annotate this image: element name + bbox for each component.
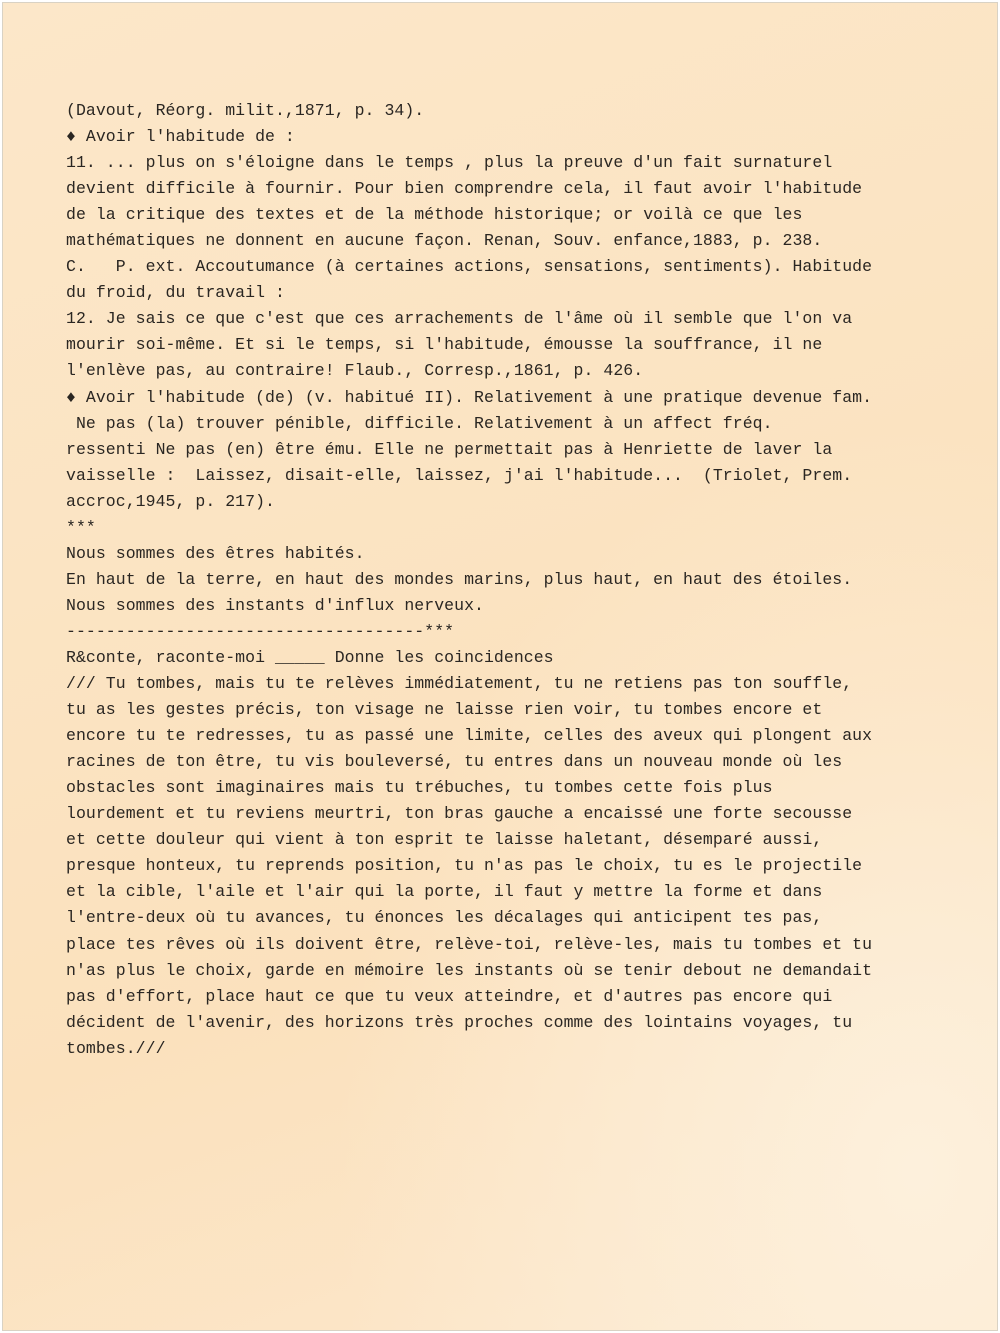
text-line: ressenti Ne pas (en) être ému. Elle ne permettait pas à Henriette de laver la xyxy=(66,439,833,459)
text-line: mourir soi-même. Et si le temps, si l'habitude, émousse la souffrance, il ne xyxy=(66,335,823,355)
text-line: tu as les gestes précis, ton visage ne laisse rien voir, tu tombes encore et xyxy=(66,700,823,720)
text-line: racines de ton être, tu vis bouleversé, tu entres dans un nouveau monde où les xyxy=(66,752,843,772)
text-line: R&conte, raconte-moi _____ Donne les coincidences xyxy=(66,647,554,667)
document-page xyxy=(2,2,998,1331)
text-line: et la cible, l'aile et l'air qui la porte, il faut y mettre la forme et dans xyxy=(66,882,823,902)
text-line: et cette douleur qui vient à ton esprit te laisse haletant, désemparé aussi, xyxy=(66,830,823,850)
typewritten-text xyxy=(66,98,966,1062)
text-line: 12. Je sais ce que c'est que ces arrachements de l'âme où il semble que l'on va xyxy=(66,309,853,329)
text-line: (Davout, Réorg. milit.,1871, p. 34). xyxy=(66,101,425,120)
text-line: place tes rêves où ils doivent être, relève-toi, relève-les, mais tu tombes et tu xyxy=(66,934,873,954)
text-line: du froid, du travail : xyxy=(66,283,285,303)
text-line: Ne pas (la) trouver pénible, difficile. Relativement à un affect fréq. xyxy=(66,413,773,433)
text-line: de la critique des textes et de la méthode historique; or voilà ce que les xyxy=(66,205,803,225)
text-line: ♦ Avoir l'habitude (de) (v. habitué II). Relativement à une pratique devenue fam. xyxy=(66,387,873,407)
text-line: C. P. ext. Accoutumance (à certaines actions, sensations, sentiments). Habitude xyxy=(66,257,873,277)
text-line: n'as plus le choix, garde en mémoire les instants où se tenir debout ne demandait xyxy=(66,960,873,980)
text-line: tombes./// xyxy=(66,1038,166,1058)
text-line: pas d'effort, place haut ce que tu veux atteindre, et d'autres pas encore qui xyxy=(66,986,833,1006)
text-line: accroc,1945, p. 217). xyxy=(66,491,275,511)
text-line: l'entre-deux où tu avances, tu énonces les décalages qui anticipent tes pas, xyxy=(66,908,823,928)
text-line: vaisselle : Laissez, disait-elle, laissez, j'ai l'habitude... (Triolet, Prem. xyxy=(66,465,853,485)
dashed-separator: ------------------------------------*** xyxy=(66,621,455,641)
text-line: /// Tu tombes, mais tu te relèves immédiatement, tu ne retiens pas ton souffle, xyxy=(66,674,853,694)
text-line: devient difficile à fournir. Pour bien comprendre cela, il faut avoir l'habitude xyxy=(66,179,863,199)
text-line: Nous sommes des instants d'influx nerveux. xyxy=(66,595,484,615)
text-line: 11. ... plus on s'éloigne dans le temps , plus la preuve d'un fait surnaturel xyxy=(66,153,833,173)
text-line: Nous sommes des êtres habités. xyxy=(66,543,365,563)
text-line: encore tu te redresses, tu as passé une limite, celles des aveux qui plongent aux xyxy=(66,726,873,746)
text-line: mathématiques ne donnent en aucune façon. Renan, Souv. enfance,1883, p. 238. xyxy=(66,231,823,251)
text-line: ♦ Avoir l'habitude de : xyxy=(66,127,295,147)
text-line: En haut de la terre, en haut des mondes marins, plus haut, en haut des étoiles. xyxy=(66,569,853,589)
text-line: lourdement et tu reviens meurtri, ton bras gauche a encaissé une forte secousse xyxy=(66,804,853,824)
text-line: presque honteux, tu reprends position, tu n'as pas le choix, tu es le projectile xyxy=(66,856,863,876)
text-line: décident de l'avenir, des horizons très proches comme des lointains voyages, tu xyxy=(66,1012,853,1032)
text-line: l'enlève pas, au contraire! Flaub., Corresp.,1861, p. 426. xyxy=(66,361,644,381)
section-separator: *** xyxy=(66,517,96,537)
text-line: obstacles sont imaginaires mais tu trébuches, tu tombes cette fois plus xyxy=(66,778,773,798)
